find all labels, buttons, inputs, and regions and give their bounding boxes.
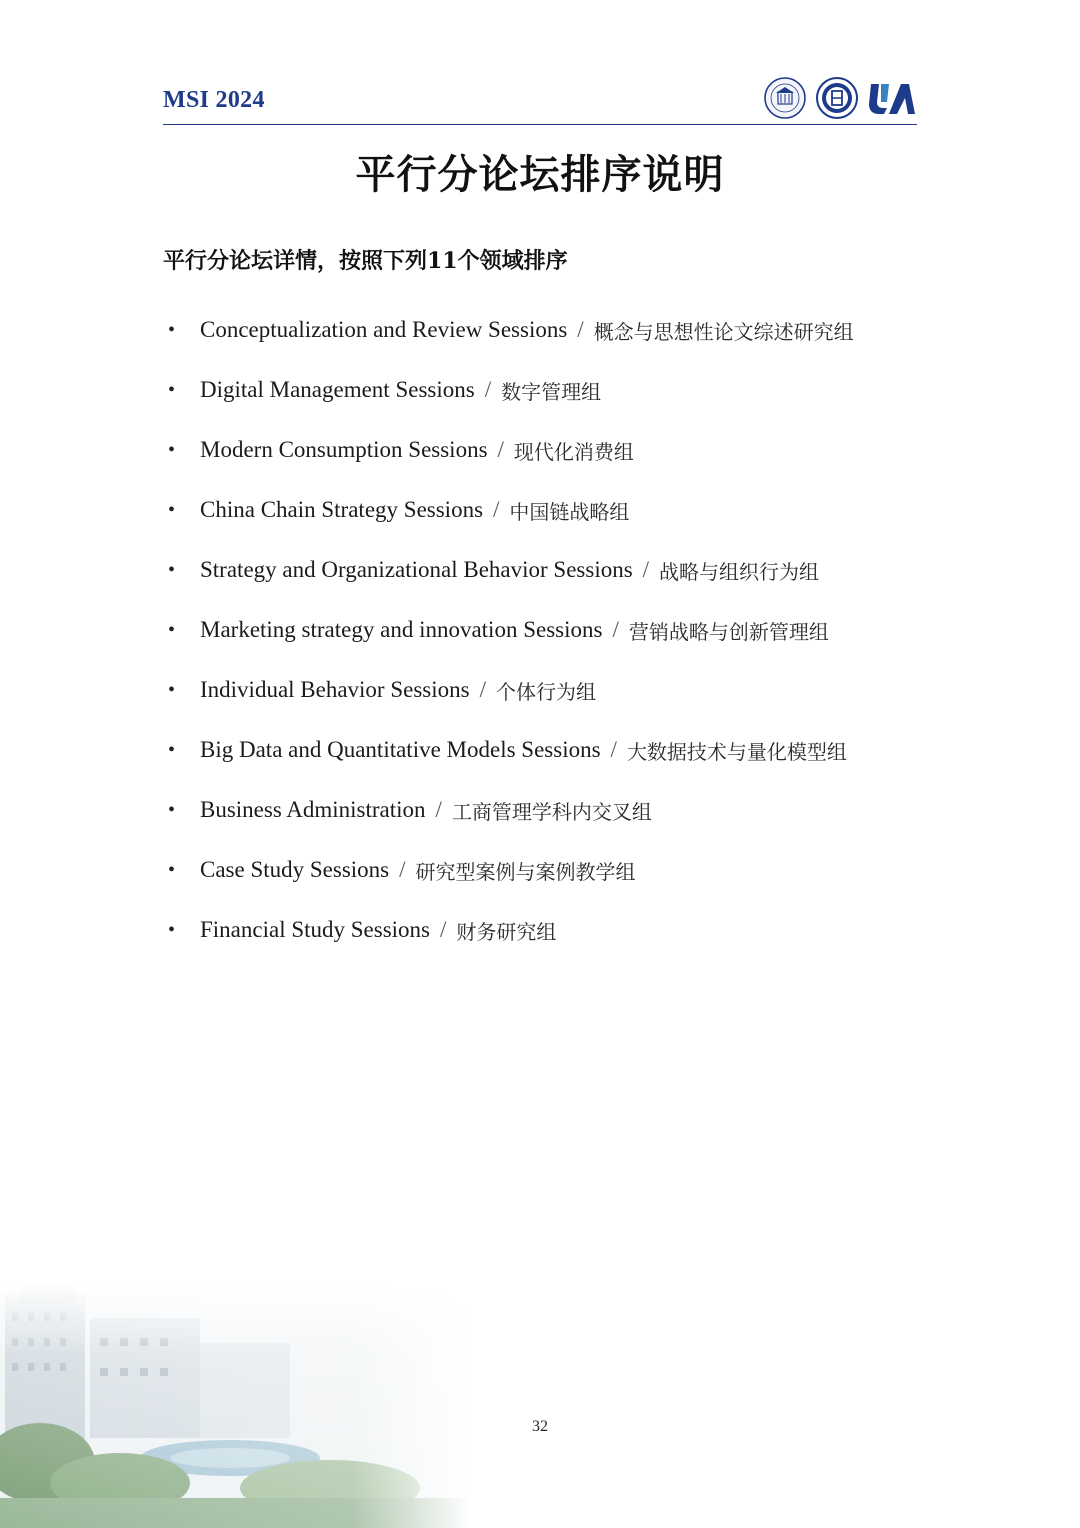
session-name-zh: 战略与组织行为组: [659, 559, 820, 584]
separator: /: [435, 797, 442, 822]
session-name-zh: 概念与思想性论文综述研究组: [593, 319, 854, 344]
list-item: [168, 600, 854, 660]
session-name-zh: 个体行为组: [495, 679, 596, 704]
list-item: [168, 540, 854, 600]
header-logos: [763, 76, 917, 120]
separator: /: [497, 437, 504, 462]
session-name-en: China Chain Strategy Sessions: [200, 497, 484, 522]
session-name-en: Marketing strategy and innovation Sessions: [200, 617, 603, 642]
list-item: [168, 720, 854, 780]
session-name-en: Case Study Sessions: [200, 857, 390, 882]
bullet-icon: •: [168, 438, 176, 461]
session-name-zh: 数字管理组: [501, 379, 602, 404]
list-item: [168, 480, 854, 540]
separator: /: [642, 557, 650, 582]
separator: /: [610, 737, 617, 762]
university-seal-icon: [763, 76, 807, 120]
session-name-zh: 研究型案例与案例教学组: [415, 859, 636, 884]
session-name-en: Strategy and Organizational Behavior Sessions: [200, 557, 633, 582]
separator: /: [484, 377, 492, 402]
page-number: 32: [532, 1418, 548, 1435]
separator: /: [577, 317, 584, 342]
session-name-en: Modern Consumption Sessions: [200, 437, 488, 462]
page-title: 平行分论坛排序说明: [355, 151, 725, 198]
separator: /: [479, 677, 486, 702]
list-item: [168, 900, 854, 960]
separator: /: [440, 917, 447, 942]
campus-watermark-image: [0, 1283, 470, 1528]
section-subtitle: 平行分论坛详情，按照下列11个领域排序: [163, 248, 568, 274]
session-name-en: Business Administration: [200, 797, 426, 822]
list-item: [168, 360, 854, 420]
session-list: [168, 300, 854, 960]
session-name-en: Digital Management Sessions: [200, 377, 475, 402]
bullet-icon: •: [168, 798, 176, 821]
session-name-zh: 财务研究组: [456, 919, 557, 944]
separator: /: [493, 497, 500, 522]
session-name-en: Conceptualization and Review Sessions: [200, 317, 568, 342]
session-name-zh: 营销战略与创新管理组: [628, 619, 829, 644]
list-item: [168, 780, 854, 840]
bullet-icon: •: [168, 498, 176, 521]
session-name-zh: 大数据技术与量化模型组: [626, 739, 847, 764]
list-item: [168, 840, 854, 900]
session-name-zh: 现代化消费组: [513, 439, 634, 464]
bullet-icon: •: [168, 378, 176, 401]
bullet-icon: •: [168, 678, 176, 701]
session-name-en: Financial Study Sessions: [200, 917, 431, 942]
list-item: [168, 420, 854, 480]
ua-logo-icon: [867, 78, 917, 118]
session-name-zh: 中国链战略组: [509, 499, 630, 524]
separator: /: [399, 857, 406, 882]
bullet-icon: •: [168, 558, 176, 581]
list-item: [168, 300, 854, 360]
session-name-en: Individual Behavior Sessions: [200, 677, 470, 702]
bullet-icon: •: [168, 318, 176, 341]
page-header: [163, 72, 917, 125]
session-name-zh: 工商管理学科内交叉组: [451, 799, 652, 824]
bullet-icon: •: [168, 918, 176, 941]
session-name-en: Big Data and Quantitative Models Sessions: [200, 737, 601, 762]
bullet-icon: •: [168, 618, 176, 641]
list-item: [168, 660, 854, 720]
bullet-icon: •: [168, 858, 176, 881]
school-emblem-icon: [815, 76, 859, 120]
conference-brand: MSI 2024: [163, 87, 265, 113]
bullet-icon: •: [168, 738, 176, 761]
separator: /: [612, 617, 619, 642]
